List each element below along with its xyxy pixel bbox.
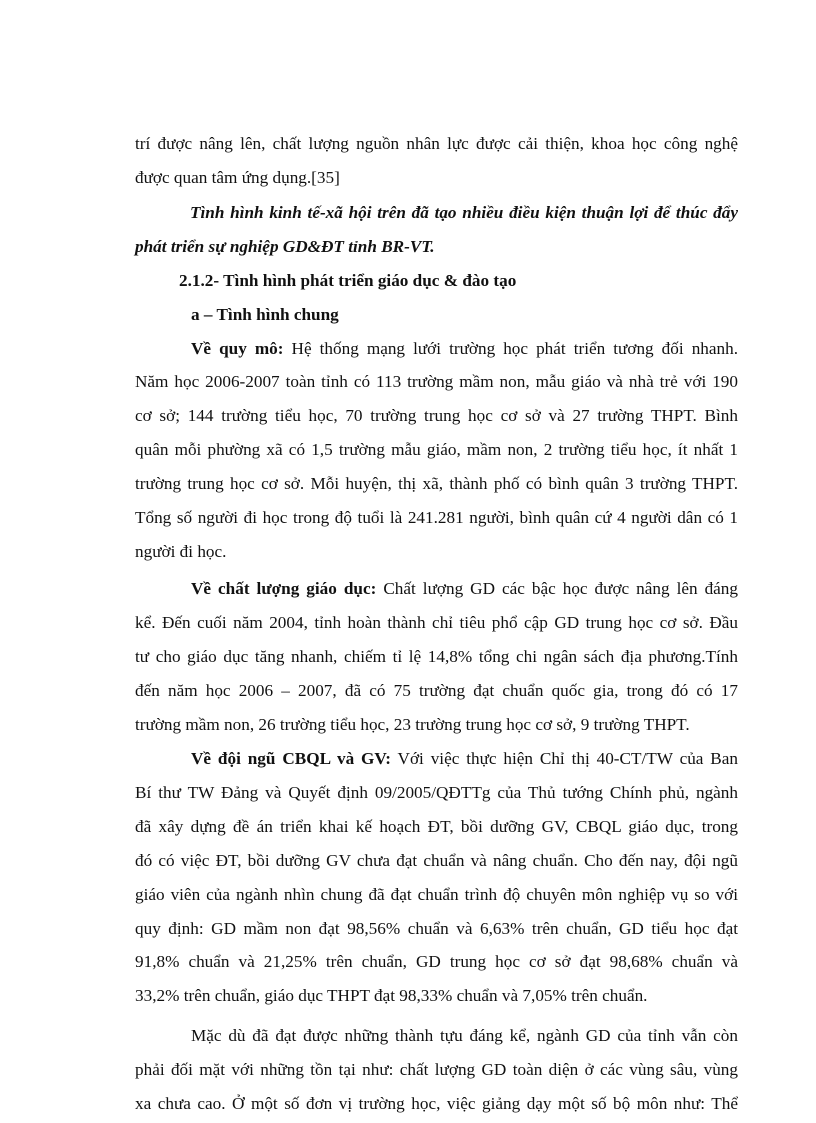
body-line: trường mầm non, 26 trường tiểu học, 23 trường trung học cơ sở, 9 trường THPT. [135, 715, 690, 734]
body-line: đến năm học 2006 – 2007, đã có 75 trường đạt chuẩn quốc gia, trong đó có 17 [135, 681, 738, 700]
paragraph-label: Về chất lượng giáo dục: [191, 579, 377, 598]
paragraph-first-line: Về chất lượng giáo dục: Chất lượng GD các bậc học được nâng lên đáng [191, 579, 738, 598]
body-line: phải đối mặt với những tồn tại như: chất lượng GD toàn diện ở các vùng sâu, vùng [135, 1060, 738, 1079]
body-line: đã xây dựng đề án triển khai kế hoạch ĐT, bồi dưỡng GV, CBQL giáo dục, trong [135, 817, 738, 836]
conclusion-line: Tình hình kinh tế-xã hội trên đã tạo nhiều điều kiện thuận lợi để thúc đẩy [190, 203, 738, 222]
body-line: được quan tâm ứng dụng.[35] [135, 168, 340, 187]
body-line: quân mỗi phường xã có 1,5 trường mẫu giáo, mầm non, 2 trường tiểu học, ít nhất 1 [135, 440, 738, 459]
body-line: Mặc dù đã đạt được những thành tựu đáng kể, ngành GD của tỉnh vẫn còn [191, 1026, 738, 1045]
body-line: quy định: GD mầm non đạt 98,56% chuẩn và 6,63% trên chuẩn, GD tiểu học đạt [135, 919, 738, 938]
conclusion-line: phát triển sự nghiệp GD&ĐT tỉnh BR-VT. [135, 237, 435, 256]
body-line: xa chưa cao. Ở một số đơn vị trường học, việc giảng dạy một số bộ môn như: Thể [135, 1094, 738, 1113]
body-line: Bí thư TW Đảng và Quyết định 09/2005/QĐTTg của Thủ tướng Chính phủ, ngành [135, 783, 738, 802]
body-line: Năm học 2006-2007 toàn tỉnh có 113 trường mầm non, mẫu giáo và nhà trẻ với 190 [135, 372, 738, 391]
body-line: trường trung học cơ sở. Mỗi huyện, thị xã, thành phố có bình quân 3 trường THPT. [135, 474, 738, 493]
body-line: 33,2% trên chuẩn, giáo dục THPT đạt 98,33% chuẩn và 7,05% trên chuẩn. [135, 986, 648, 1005]
paragraph-first-line: Về quy mô: Hệ thống mạng lưới trường học phát triển tương đối nhanh. [191, 339, 738, 358]
body-line: cơ sở; 144 trường tiểu học, 70 trường trung học cơ sở và 27 trường THPT. Bình [135, 406, 738, 425]
section-heading: 2.1.2- Tình hình phát triển giáo dục & đào tạo [179, 271, 517, 290]
body-line: trí được nâng lên, chất lượng nguồn nhân lực được cải thiện, khoa học công nghệ [135, 134, 738, 153]
body-line: kể. Đến cuối năm 2004, tỉnh hoàn thành chỉ tiêu phổ cập GD trung học cơ sở. Đầu [135, 613, 738, 632]
paragraph-label: Về quy mô: [191, 339, 284, 358]
body-line: Tổng số người đi học trong độ tuổi là 241.281 người, bình quân cứ 4 người dân có 1 [135, 508, 738, 527]
body-line: 91,8% chuẩn và 21,25% trên chuẩn, GD trung học cơ sở đạt 98,68% chuẩn và [135, 952, 738, 971]
body-line: đó có việc ĐT, bồi dưỡng GV chưa đạt chuẩn và nâng chuẩn. Cho đến nay, đội ngũ [135, 851, 738, 870]
body-line: giáo viên của ngành nhìn chung đã đạt chuẩn trình độ chuyên môn nghiệp vụ so với [135, 885, 738, 904]
paragraph-label: Về đội ngũ CBQL và GV: [191, 749, 391, 768]
paragraph-first-line: Về đội ngũ CBQL và GV: Với việc thực hiện Chỉ thị 40-CT/TW của Ban [191, 749, 738, 768]
body-line: tư cho giáo dục tăng nhanh, chiếm tỉ lệ 14,8% tổng chi ngân sách địa phương.Tính [135, 647, 738, 666]
subheading: a – Tình hình chung [191, 305, 339, 324]
body-line: người đi học. [135, 542, 227, 561]
